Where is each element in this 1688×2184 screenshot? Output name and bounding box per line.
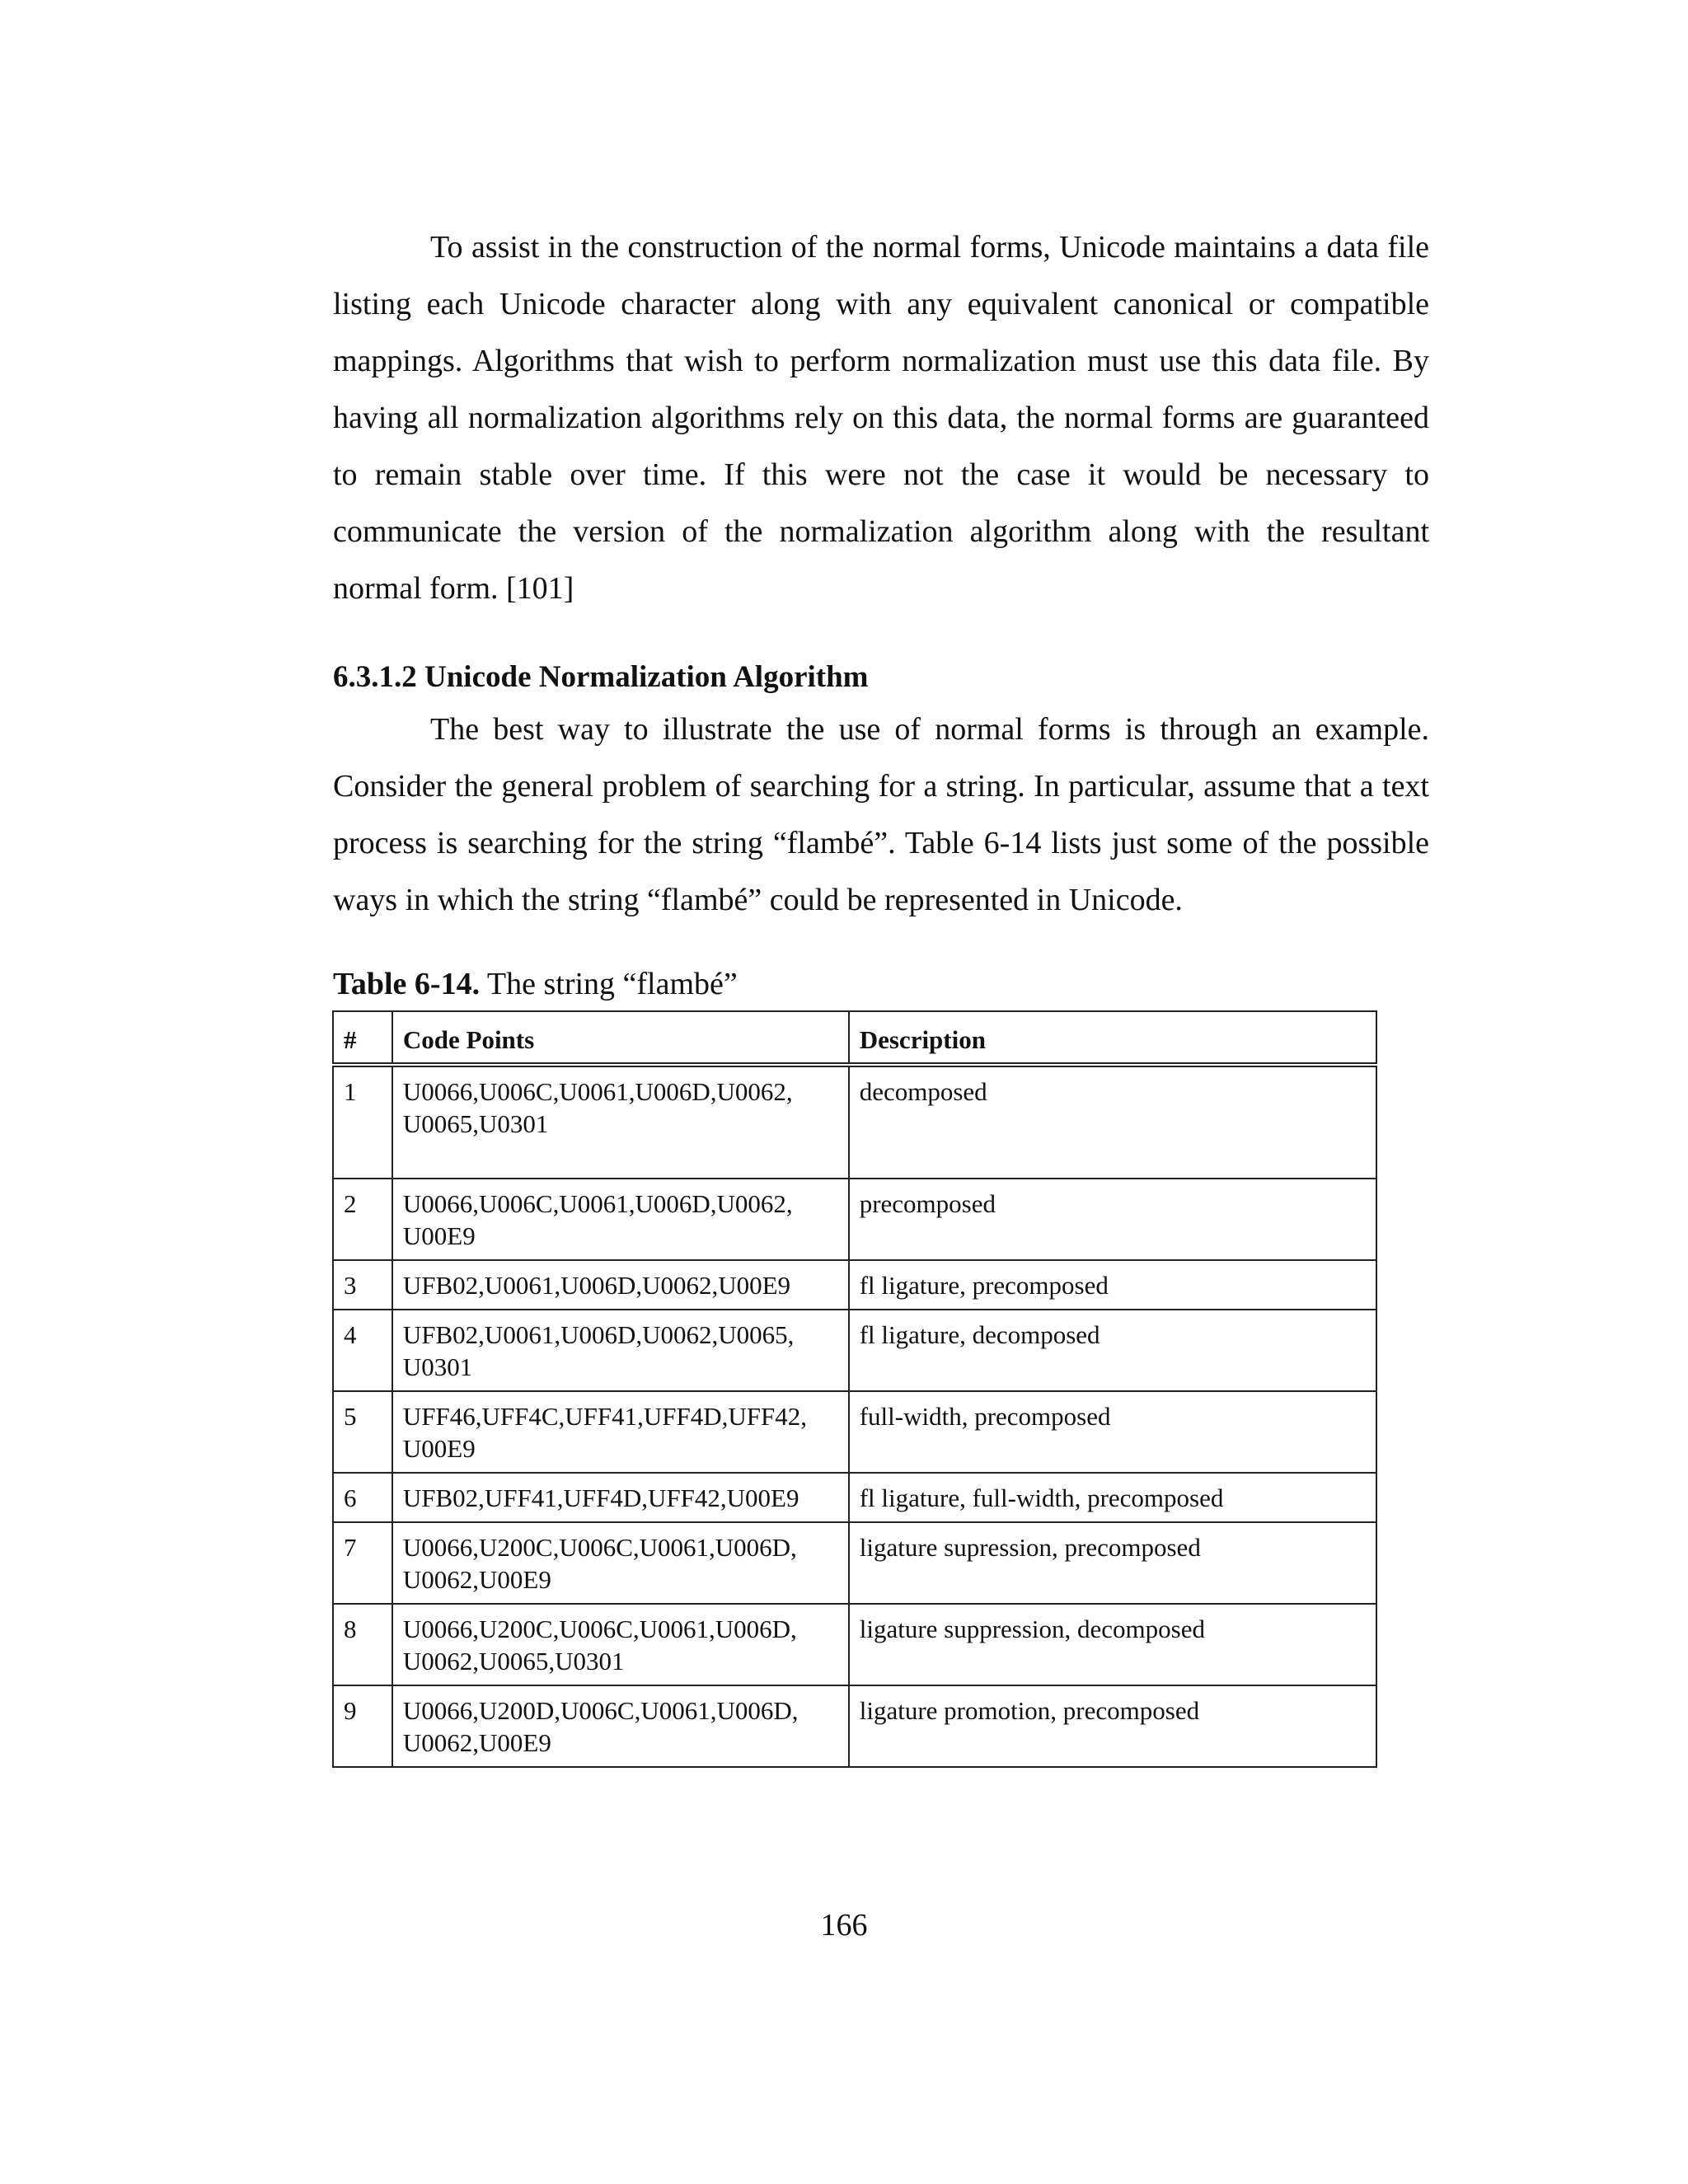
row-code-points: UFB02,U0061,U006D,U0062,U0065, U0301	[392, 1310, 849, 1391]
row-code-points: U0066,U006C,U0061,U006D,U0062, U00E9	[392, 1179, 849, 1260]
row-description: ligature suppression, decomposed	[849, 1604, 1376, 1685]
row-description: fl ligature, decomposed	[849, 1310, 1376, 1391]
row-description: ligature promotion, precomposed	[849, 1685, 1376, 1767]
header-number: #	[333, 1011, 392, 1065]
table-row	[333, 1604, 1376, 1685]
row-description: full-width, precomposed	[849, 1391, 1376, 1473]
example-paragraph-text: The best way to illustrate the use of normal forms is through an example. Consider the general problem of searching for a string. In particular, assume that a text process is searching for the string “flambé”. Table 6-14 lists just some of the possible ways in which the string “flambé” could be represented in Unicode.	[333, 712, 1429, 917]
table-header-row	[333, 1011, 1376, 1065]
row-number: 8	[333, 1604, 392, 1685]
intro-paragraph	[333, 219, 1429, 617]
table-row	[333, 1522, 1376, 1604]
page-number: 166	[820, 1908, 868, 1943]
table-caption-label: Table 6-14.	[333, 967, 481, 1001]
row-number: 2	[333, 1179, 392, 1260]
table-row	[333, 1179, 1376, 1260]
table-caption-text: The string “flambé”	[480, 967, 738, 1001]
row-description: ligature supression, precomposed	[849, 1522, 1376, 1604]
table-row	[333, 1685, 1376, 1767]
row-code-points: UFF46,UFF4C,UFF41,UFF4D,UFF42, U00E9	[392, 1391, 849, 1473]
table-row	[333, 1065, 1376, 1179]
table-row	[333, 1473, 1376, 1522]
row-code-points: U0066,U006C,U0061,U006D,U0062, U0065,U0301	[392, 1065, 849, 1179]
table-row	[333, 1310, 1376, 1391]
row-number: 6	[333, 1473, 392, 1522]
row-code-points: U0066,U200C,U006C,U0061,U006D, U0062,U0065,U0301	[392, 1604, 849, 1685]
table-row	[333, 1260, 1376, 1310]
table-row	[333, 1391, 1376, 1473]
row-number: 1	[333, 1065, 392, 1179]
row-code-points: UFB02,UFF41,UFF4D,UFF42,U00E9	[392, 1473, 849, 1522]
intro-paragraph-text: To assist in the construction of the normal forms, Unicode maintains a data file listing each Unicode character along with any equivalent canonical or compatible mappings. Algorithms that wish to perform normalization must use this data file. By having all normalization algorithms rely on this data, the normal forms are guaranteed to remain stable over time. If this were not the case it would be necessary to communicate the version of the normalization algorithm along with the resultant normal form. [101]	[333, 230, 1429, 606]
row-code-points: U0066,U200C,U006C,U0061,U006D, U0062,U00E9	[392, 1522, 849, 1604]
row-number: 9	[333, 1685, 392, 1767]
row-number: 5	[333, 1391, 392, 1473]
row-number: 7	[333, 1522, 392, 1604]
row-number: 3	[333, 1260, 392, 1310]
row-description: fl ligature, full-width, precomposed	[849, 1473, 1376, 1522]
header-description: Description	[849, 1011, 1376, 1065]
flambe-table	[332, 1010, 1377, 1768]
row-number: 4	[333, 1310, 392, 1391]
row-code-points: U0066,U200D,U006C,U0061,U006D, U0062,U00E9	[392, 1685, 849, 1767]
table-caption	[333, 963, 738, 1005]
example-paragraph	[333, 701, 1429, 929]
row-code-points: UFB02,U0061,U006D,U0062,U00E9	[392, 1260, 849, 1310]
row-description: fl ligature, precomposed	[849, 1260, 1376, 1310]
header-code-points: Code Points	[392, 1011, 849, 1065]
row-description: precomposed	[849, 1179, 1376, 1260]
row-description: decomposed	[849, 1065, 1376, 1179]
section-heading: 6.3.1.2 Unicode Normalization Algorithm	[333, 660, 869, 694]
